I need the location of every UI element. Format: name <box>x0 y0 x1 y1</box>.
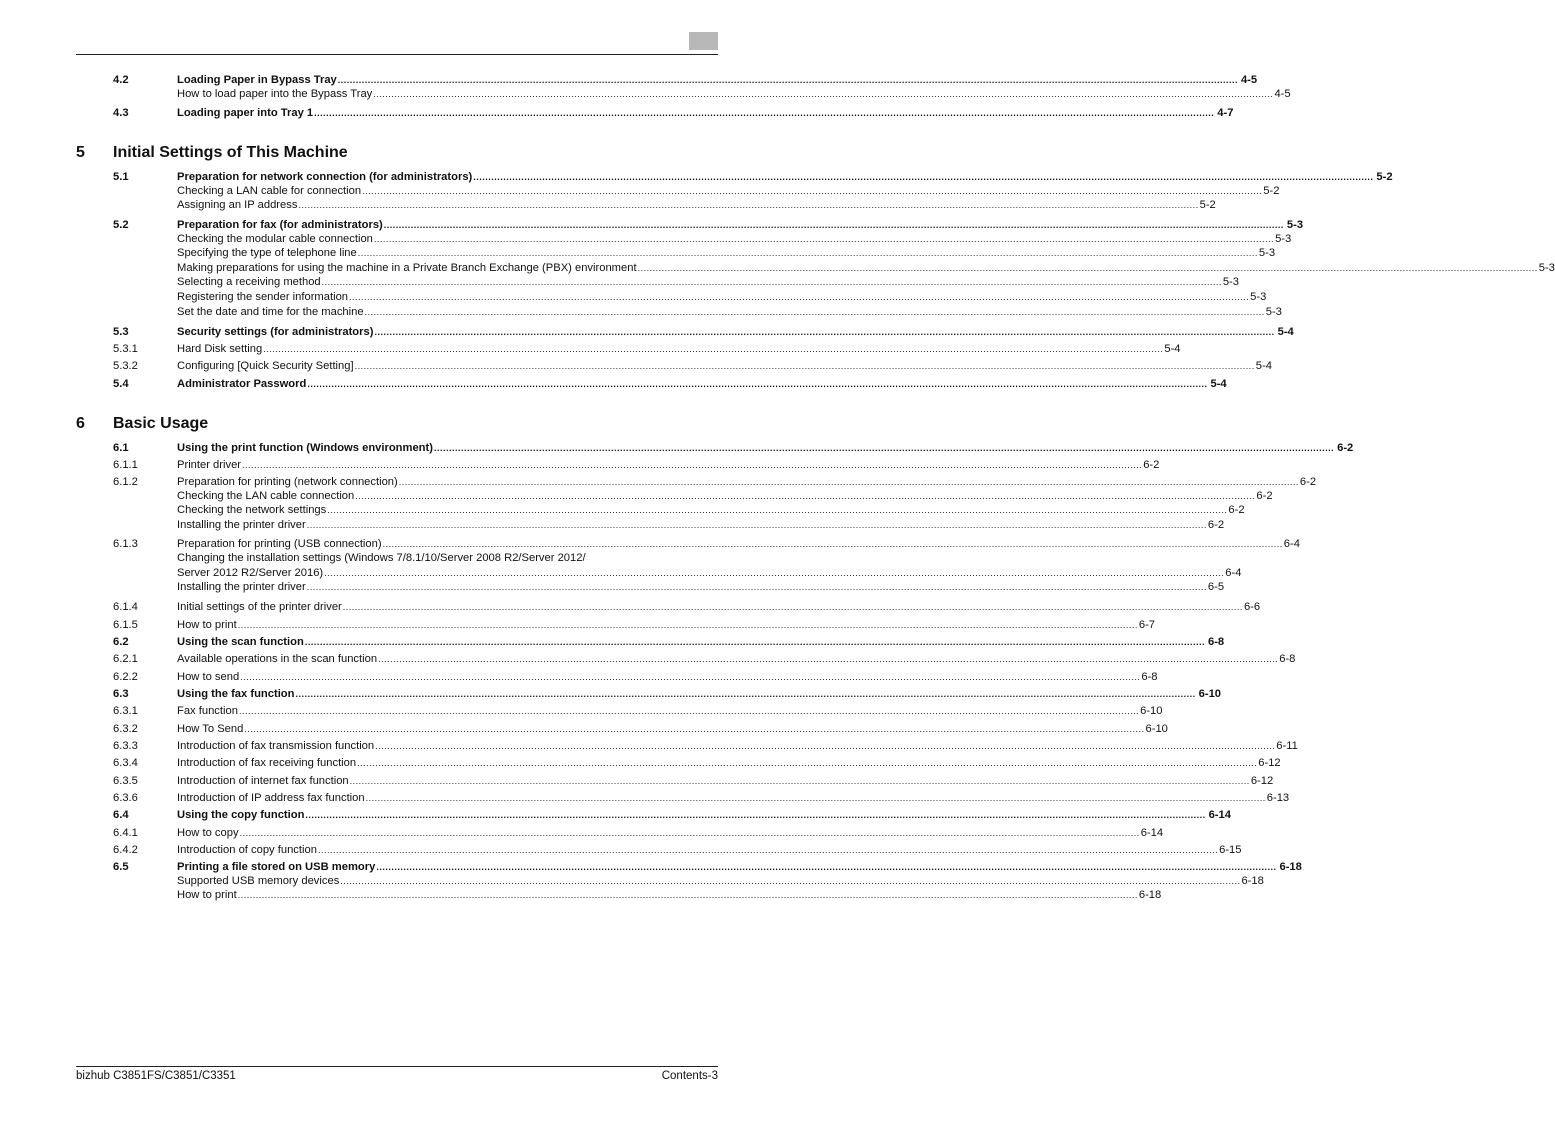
chapter-number: 5 <box>76 144 85 161</box>
toc-page-number: 6-18 <box>1138 889 1162 901</box>
toc-entry-line <box>177 888 1162 902</box>
dot-leader: ............................................................................................................................................................................................................................................................................................................ <box>362 186 1263 196</box>
toc-section-number: 6.2.2 <box>113 671 138 683</box>
toc-entry-line <box>177 843 1242 857</box>
dot-leader: ............................................................................................................................................................................................................................................................................................................ <box>365 793 1266 803</box>
toc-entry-line <box>177 246 1276 260</box>
toc-section-number: 6.1.2 <box>113 476 138 488</box>
dot-leader: ............................................................................................................................................................................................................................................................................................................ <box>242 460 1143 470</box>
toc-section-number: 5.3.1 <box>113 343 138 355</box>
dot-leader: ............................................................................................................................................................................................................................................................................................................ <box>314 108 1215 118</box>
dot-leader: ............................................................................................................................................................................................................................................................................................................ <box>306 582 1207 592</box>
dot-leader: ............................................................................................................................................................................................................................................................................................................ <box>239 828 1140 838</box>
dot-leader: ............................................................................................................................................................................................................................................................................................................ <box>376 862 1277 872</box>
toc-entry-title: Changing the installation settings (Windows 7/8.1/10/Server 2008 R2/Server 2012/ <box>177 552 586 564</box>
dot-leader: ............................................................................................................................................................................................................................................................................................................ <box>349 776 1250 786</box>
toc-page-number: 6-7 <box>1138 619 1156 631</box>
toc-entry-line <box>177 635 1225 649</box>
dot-leader: ............................................................................................................................................................................................................................................................................................................ <box>321 277 1222 287</box>
dot-leader: ............................................................................................................................................................................................................................................................................................................ <box>382 539 1283 549</box>
toc-entry-line <box>177 261 1555 275</box>
toc-entry-title: Introduction of internet fax function <box>177 775 349 787</box>
toc-entry-title: Preparation for fax (for administrators) <box>177 219 383 231</box>
toc-entry-title: Checking the network settings <box>177 504 327 516</box>
toc-entry-title: Server 2012 R2/Server 2016) <box>177 567 324 579</box>
toc-entry-title: Using the copy function <box>177 809 305 821</box>
toc-entry-line <box>177 198 1216 212</box>
toc-entry-line <box>177 687 1222 701</box>
toc-entry-title: Introduction of fax receiving function <box>177 757 357 769</box>
toc-entry-title: Loading paper into Tray 1 <box>177 107 314 119</box>
dot-leader: ............................................................................................................................................................................................................................................................................................................ <box>637 263 1538 273</box>
toc-section-number: 6.4.1 <box>113 827 138 839</box>
toc-entry-title: How to print <box>177 619 237 631</box>
toc-section-number: 6.3.6 <box>113 792 138 804</box>
dot-leader: ............................................................................................................................................................................................................................................................................................................ <box>327 505 1228 515</box>
toc-entry-line <box>177 791 1290 805</box>
toc-section-number: 5.1 <box>113 171 129 183</box>
toc-entry-line <box>177 170 1393 184</box>
dot-leader: ............................................................................................................................................................................................................................................................................................................ <box>324 568 1225 578</box>
toc-entry-line <box>177 458 1160 472</box>
toc-entry-title: Installing the printer driver <box>177 581 306 593</box>
toc-entry-line <box>177 232 1292 246</box>
toc-entry-line <box>177 489 1273 503</box>
dot-leader: ............................................................................................................................................................................................................................................................................................................ <box>375 741 1276 751</box>
toc-entry-line <box>177 860 1302 874</box>
toc-section-number: 6.1.3 <box>113 538 138 550</box>
toc-entry-line <box>177 826 1164 840</box>
toc-entry-line <box>177 704 1163 718</box>
dot-leader: ............................................................................................................................................................................................................................................................................................................ <box>342 602 1243 612</box>
toc-entry-title: Introduction of copy function <box>177 844 317 856</box>
toc-page-number: 5-4 <box>1277 326 1294 338</box>
toc-entry-title: How to print <box>177 889 237 901</box>
toc-entry-line <box>177 618 1156 632</box>
dot-leader: ............................................................................................................................................................................................................................................................................................................ <box>295 689 1196 699</box>
toc-entry-title: Checking the LAN cable connection <box>177 490 355 502</box>
toc-section-number: 6.5 <box>113 861 129 873</box>
toc-entry-line <box>177 670 1158 684</box>
toc-entry-line <box>177 87 1291 101</box>
toc-entry-line <box>177 106 1234 120</box>
dot-leader: ............................................................................................................................................................................................................................................................................................................ <box>357 758 1258 768</box>
footer-rule <box>76 1066 718 1067</box>
toc-section-number: 6.3 <box>113 688 129 700</box>
toc-entry-title: Initial settings of the printer driver <box>177 601 342 613</box>
chapter-number: 6 <box>76 415 85 432</box>
toc-entry-line <box>177 342 1181 356</box>
toc-section-number: 6.1.1 <box>113 459 138 471</box>
dot-leader: ............................................................................................................................................................................................................................................................................................................ <box>357 248 1258 258</box>
dot-leader: ............................................................................................................................................................................................................................................................................................................ <box>354 361 1255 371</box>
toc-section-number: 6.3.3 <box>113 740 138 752</box>
chapter-title: Basic Usage <box>113 415 209 432</box>
toc-entry-line <box>177 275 1239 289</box>
dot-leader: ............................................................................................................................................................................................................................................................................................................ <box>337 75 1238 85</box>
toc-section-number: 6.4.2 <box>113 844 138 856</box>
toc-entry-title: Loading Paper in Bypass Tray <box>177 74 337 86</box>
toc-section-number: 6.3.1 <box>113 705 138 717</box>
toc-section-number: 6.4 <box>113 809 129 821</box>
toc-page-number: 5-2 <box>1199 199 1216 211</box>
toc-page-number: 6-18 <box>1279 861 1302 873</box>
toc-entry-title: Preparation for printing (USB connection) <box>177 538 382 550</box>
dot-leader: ............................................................................................................................................................................................................................................................................................................ <box>355 491 1256 501</box>
toc-entry-title: Using the scan function <box>177 636 304 648</box>
dot-leader: ............................................................................................................................................................................................................................................................................................................ <box>378 654 1279 664</box>
dot-leader: ............................................................................................................................................................................................................................................................................................................ <box>240 672 1141 682</box>
toc-page-number: 5-3 <box>1265 306 1282 318</box>
toc-entry-line <box>177 359 1272 373</box>
toc-page-number: 5-2 <box>1376 171 1393 183</box>
toc-page-number: 5-3 <box>1275 233 1292 245</box>
toc-page-number: 5-3 <box>1250 291 1267 303</box>
toc-page-number: 5-3 <box>1258 247 1276 259</box>
toc-page-number: 5-3 <box>1538 262 1555 274</box>
dot-leader: ............................................................................................................................................................................................................................................................................................................ <box>306 520 1207 530</box>
toc-entry-line <box>177 722 1168 736</box>
dot-leader: ............................................................................................................................................................................................................................................................................................................ <box>263 344 1164 354</box>
toc-entry-title: Set the date and time for the machine <box>177 306 364 318</box>
toc-page-number: 6-8 <box>1207 636 1225 648</box>
toc-page-number: 5-4 <box>1255 360 1272 372</box>
toc-entry-line <box>177 184 1280 198</box>
toc-section-number: 6.1.4 <box>113 601 138 613</box>
dot-leader: ............................................................................................................................................................................................................................................................................................................ <box>364 307 1265 317</box>
toc-page-number: 6-14 <box>1140 827 1164 839</box>
dot-leader: ............................................................................................................................................................................................................................................................................................................ <box>340 876 1241 886</box>
dot-leader: ............................................................................................................................................................................................................................................................................................................ <box>298 200 1199 210</box>
toc-section-number: 6.3.2 <box>113 723 138 735</box>
toc-entry-title: Administrator Password <box>177 378 307 390</box>
toc-entry-title: Hard Disk setting <box>177 343 263 355</box>
toc-entry-line <box>177 377 1227 391</box>
footer-product-name: bizhub C3851FS/C3851/C3351 <box>76 1070 236 1082</box>
toc-entry-title: Introduction of IP address fax function <box>177 792 365 804</box>
toc-entry-title: How to copy <box>177 827 239 839</box>
toc-entry-line <box>177 475 1317 489</box>
dot-leader: ............................................................................................................................................................................................................................................................................................................ <box>373 234 1275 244</box>
toc-section-number: 5.4 <box>113 378 129 390</box>
toc-entry-title: Specifying the type of telephone line <box>177 247 357 259</box>
toc-entry-title: Printer driver <box>177 459 242 471</box>
toc-page-number: 5-4 <box>1210 378 1227 390</box>
toc-entry-line <box>177 566 1242 580</box>
toc-entry-line <box>177 518 1225 532</box>
toc-entry-title: Fax function <box>177 705 238 717</box>
toc-page-number: 6-4 <box>1225 567 1242 579</box>
toc-entry-title: How to load paper into the Bypass Tray <box>177 88 373 100</box>
dot-leader: ............................................................................................................................................................................................................................................................................................................ <box>373 89 1274 99</box>
toc-entry-title: Available operations in the scan function <box>177 653 378 665</box>
toc-entry-title: Preparation for printing (network connection) <box>177 476 398 488</box>
toc-page-number: 6-18 <box>1241 875 1264 887</box>
toc-section-number: 4.3 <box>113 107 129 119</box>
dot-leader: ............................................................................................................................................................................................................................................................................................................ <box>237 890 1138 900</box>
toc-page-number: 6-2 <box>1256 490 1273 502</box>
toc-entry-line <box>177 537 1300 551</box>
toc-page-number: 5-2 <box>1263 185 1280 197</box>
toc-entry-title: Configuring [Quick Security Setting] <box>177 360 354 372</box>
toc-entry-line <box>177 652 1296 666</box>
toc-section-number: 6.3.5 <box>113 775 138 787</box>
toc-entry-line <box>177 73 1258 87</box>
dot-leader: ............................................................................................................................................................................................................................................................................................................ <box>304 637 1205 647</box>
toc-page-number: 6-11 <box>1276 740 1298 752</box>
dot-leader: ............................................................................................................................................................................................................................................................................................................ <box>307 379 1208 389</box>
toc-section-number: 6.2.1 <box>113 653 138 665</box>
chapter-title: Initial Settings of This Machine <box>113 144 348 161</box>
toc-entry-title: Supported USB memory devices <box>177 875 340 887</box>
toc-entry-title: How to send <box>177 671 240 683</box>
toc-section-number: 5.3.2 <box>113 360 138 372</box>
toc-page-number: 6-12 <box>1250 775 1274 787</box>
toc-page-number: 6-14 <box>1208 809 1231 821</box>
toc-section-number: 6.1 <box>113 442 129 454</box>
toc-entry-title: Printing a file stored on USB memory <box>177 861 376 873</box>
toc-page-number: 6-10 <box>1145 723 1168 735</box>
toc-page-number: 6-2 <box>1299 476 1317 488</box>
toc-page-number: 4-7 <box>1217 107 1234 119</box>
toc-page-number: 4-5 <box>1240 74 1258 86</box>
toc-entry-title: Introduction of fax transmission function <box>177 740 375 752</box>
toc-entry-title: Selecting a receiving method <box>177 276 321 288</box>
toc-page-number: 6-2 <box>1228 504 1245 516</box>
header-rule <box>76 54 718 55</box>
toc-section-number: 6.1.5 <box>113 619 138 631</box>
toc-page-number: 5-3 <box>1286 219 1304 231</box>
toc-page-number: 6-13 <box>1266 792 1290 804</box>
toc-section-number: 6.2 <box>113 636 129 648</box>
toc-page-number: 6-8 <box>1141 671 1158 683</box>
toc-entry-line <box>177 218 1304 232</box>
dot-leader: ............................................................................................................................................................................................................................................................................................................ <box>317 845 1219 855</box>
toc-section-number: 5.2 <box>113 219 129 231</box>
toc-page-number: 6-10 <box>1140 705 1163 717</box>
toc-page-number: 5-4 <box>1164 343 1181 355</box>
dot-leader: ............................................................................................................................................................................................................................................................................................................ <box>237 620 1138 630</box>
toc-page-number: 6-6 <box>1243 601 1261 613</box>
toc-entry-title: Using the fax function <box>177 688 295 700</box>
dot-leader: ............................................................................................................................................................................................................................................................................................................ <box>374 327 1275 337</box>
toc-entry-title: Making preparations for using the machine in a Private Branch Exchange (PBX) environment <box>177 262 637 274</box>
toc-entry-title: Preparation for network connection (for administrators) <box>177 171 473 183</box>
toc-entry-line <box>177 290 1267 304</box>
toc-entry-title: Assigning an IP address <box>177 199 298 211</box>
toc-section-number: 6.3.4 <box>113 757 138 769</box>
toc-entry-line <box>177 756 1281 770</box>
toc-page-number: 5-3 <box>1222 276 1239 288</box>
toc-entry-line <box>177 874 1264 888</box>
toc-page-number: 4-5 <box>1274 88 1291 100</box>
toc-entry-line <box>177 808 1231 822</box>
toc-entry-line <box>177 600 1261 614</box>
toc-entry-line <box>177 305 1282 319</box>
toc-entry-line <box>177 325 1294 339</box>
toc-entry-line <box>177 441 1354 455</box>
dot-leader: ............................................................................................................................................................................................................................................................................................................ <box>238 706 1140 716</box>
toc-entry-title: Installing the printer driver <box>177 519 306 531</box>
toc-section-number: 5.3 <box>113 326 129 338</box>
toc-entry-line <box>177 580 1225 594</box>
toc-entry-title: Checking the modular cable connection <box>177 233 373 245</box>
toc-entry-title: Checking a LAN cable for connection <box>177 185 362 197</box>
toc-entry-title: Using the print function (Windows environment) <box>177 442 433 454</box>
toc-page-number: 6-5 <box>1207 581 1225 593</box>
toc-entry-title: How To Send <box>177 723 244 735</box>
header-marker-box <box>689 32 718 50</box>
dot-leader: ............................................................................................................................................................................................................................................................................................................ <box>473 172 1374 182</box>
toc-page-number: 6-2 <box>1143 459 1160 471</box>
dot-leader: ............................................................................................................................................................................................................................................................................................................ <box>244 724 1145 734</box>
toc-entry-title: Registering the sender information <box>177 291 349 303</box>
toc-entry-line <box>177 774 1274 788</box>
toc-section-number: 4.2 <box>113 74 129 86</box>
dot-leader: ............................................................................................................................................................................................................................................................................................................ <box>433 443 1335 453</box>
dot-leader: ............................................................................................................................................................................................................................................................................................................ <box>398 477 1299 487</box>
toc-entry-line <box>177 739 1298 753</box>
toc-page-number: 6-15 <box>1219 844 1242 856</box>
dot-leader: ............................................................................................................................................................................................................................................................................................................ <box>349 292 1250 302</box>
toc-page-number: 6-8 <box>1279 653 1296 665</box>
toc-page-number: 6-2 <box>1337 442 1354 454</box>
toc-page-number: 6-10 <box>1198 688 1222 700</box>
dot-leader: ............................................................................................................................................................................................................................................................................................................ <box>383 220 1284 230</box>
footer-page-label: Contents-3 <box>661 1070 718 1082</box>
toc-page-number: 6-2 <box>1207 519 1225 531</box>
toc-page-number: 6-4 <box>1283 538 1300 550</box>
toc-entry-line <box>177 503 1245 517</box>
toc-entry-title: Security settings (for administrators) <box>177 326 374 338</box>
toc-page-number: 6-12 <box>1258 757 1281 769</box>
dot-leader: ............................................................................................................................................................................................................................................................................................................ <box>305 810 1206 820</box>
